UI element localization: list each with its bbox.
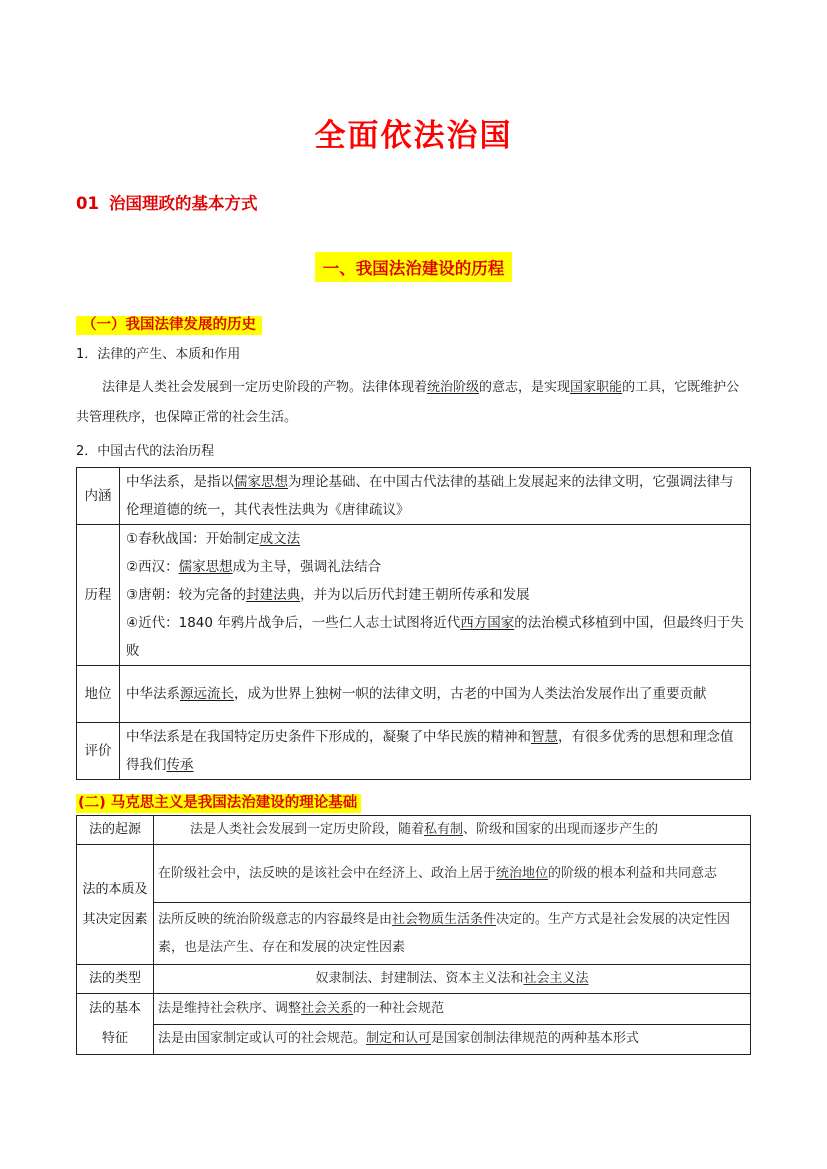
table-row [77, 994, 751, 1025]
subheading-marxism-wrap [76, 791, 361, 812]
page-title: 全面依法治国 [314, 118, 513, 154]
row-label: 评价 [77, 723, 120, 780]
cell-text: 成为主导，强调礼法结合 [232, 559, 382, 575]
cell-underline: 私有制 [424, 822, 464, 837]
cell-text: 的一种社会规范 [353, 1000, 445, 1016]
table-row [77, 666, 751, 723]
section-heading [76, 190, 257, 214]
section-title: 治国理政的基本方式 [108, 194, 258, 213]
row-label: 法的起源 [77, 816, 154, 845]
row-content [154, 845, 751, 903]
law-paragraph [76, 373, 751, 433]
row-label: 地位 [77, 666, 120, 723]
row-label: 法的本质及其决定因素 [77, 845, 154, 965]
history-line [126, 581, 744, 609]
cell-text: 为理论基础、在中国古代法律的基础上发展起来的法律文明，它强调法律与伦理道德的统一，其代表性法典为《唐律疏议》 [126, 474, 734, 518]
marxism-law-table [76, 815, 751, 1055]
cell-underline: 西方国家 [460, 615, 515, 631]
cell-text: 、阶级和国家的出现而逐步产生的 [463, 822, 659, 837]
history-line [126, 609, 744, 665]
ancient-law-table [76, 467, 751, 780]
row-content [154, 903, 751, 965]
table-row [77, 845, 751, 903]
cell-text: 决定的。生产方式是社会发展的决定性因素，也是法产生、存在和发展的决定性因素 [158, 911, 731, 955]
cell-underline: 制定和认可 [366, 1031, 432, 1047]
cell-underline: 社会主义法 [523, 971, 589, 986]
para-text: 的工具，它既维护公共管理秩序，也保障正常的社会生活。 [76, 380, 740, 425]
row-content [120, 723, 751, 780]
item-2-title: 2．中国古代的法治历程 [76, 444, 215, 459]
subheading-history: （一）我国法律发展的历史 [76, 316, 262, 335]
table-row [77, 965, 751, 994]
row-label: 内涵 [77, 468, 120, 525]
para-underline: 国家职能 [570, 380, 623, 395]
cell-underline: 封建法典 [246, 587, 301, 603]
item-1-title: 1．法律的产生、本质和作用 [76, 347, 241, 362]
cell-text: 中华法系 [126, 686, 180, 702]
row-content [154, 965, 751, 994]
cell-text: 奴隶制法、封建制法、资本主义法和 [315, 971, 524, 986]
cell-text: ②西汉： [126, 559, 179, 575]
cell-text: ①春秋战国：开始制定 [126, 531, 260, 547]
cell-text: ，并为以后历代封建王朝所传承和发展 [300, 587, 530, 603]
cell-text: 的阶级的根本利益和共同意志 [548, 865, 718, 881]
cell-text: 法所反映的统治阶级意志的内容最终是由 [158, 911, 393, 927]
row-content [120, 468, 751, 525]
row-label: 历程 [77, 525, 120, 666]
cell-text: 是国家创制法律规范的两种基本形式 [431, 1031, 640, 1047]
row-content [154, 1024, 751, 1055]
cell-text: 法是维持社会秩序、调整 [158, 1000, 302, 1016]
row-content [120, 525, 751, 666]
para-underline: 统治阶级 [427, 380, 480, 395]
row-content [154, 994, 751, 1025]
table-row [77, 816, 751, 845]
cell-text: 的法治模式移植到中国，但最终归于失败 [126, 615, 744, 659]
subheading-history-wrap [76, 313, 262, 334]
main-heading: 一、我国法治建设的历程 [315, 252, 513, 282]
cell-text: ④近代：1840 年鸦片战争后，一些仁人志士试图将近代 [126, 615, 461, 631]
subheading-marxism: (二) 马克思主义是我国法治建设的理论基础 [76, 794, 361, 813]
cell-underline: 儒家思想 [234, 474, 288, 490]
cell-underline: 社会物质生活条件 [392, 911, 497, 927]
cell-underline: 统治地位 [496, 865, 549, 881]
row-label: 法的基本特征 [77, 994, 154, 1055]
cell-text: ，有很多优秀的思想和理念值得我们 [126, 729, 734, 773]
history-line [126, 553, 744, 581]
cell-underline: 成文法 [259, 531, 301, 547]
para-text: 法律是人类社会发展到一定历史阶段的产物。法律体现着 [102, 380, 428, 395]
table-row [77, 468, 751, 525]
table-row [77, 723, 751, 780]
row-label: 法的类型 [77, 965, 154, 994]
cell-text: 中华法系，是指以 [126, 474, 234, 490]
cell-underline: 儒家思想 [178, 559, 233, 575]
cell-text: 在阶级社会中，法反映的是该社会中在经济上、政治上居于 [158, 865, 497, 881]
section-number: 01 [76, 194, 99, 213]
cell-underline: 源远流长 [180, 686, 234, 702]
cell-underline: 社会关系 [301, 1000, 354, 1016]
row-content [154, 816, 751, 845]
para-text: 的意志，是实现 [479, 380, 571, 395]
table-row [77, 525, 751, 666]
row-content [120, 666, 751, 723]
cell-text: 法是人类社会发展到一定历史阶段，随着 [190, 822, 425, 837]
cell-text: ，成为世界上独树一帜的法律文明，古老的中国为人类法治发展作出了重要贡献 [234, 686, 707, 702]
cell-text: ③唐朝：较为完备的 [126, 587, 247, 603]
cell-underline: 传承 [166, 757, 194, 773]
cell-underline: 智慧 [531, 729, 558, 745]
cell-text: 中华法系是在我国特定历史条件下形成的，凝聚了中华民族的精神和 [126, 729, 531, 745]
table-row [77, 903, 751, 965]
table-row [77, 1024, 751, 1055]
cell-text: 法是由国家制定或认可的社会规范。 [158, 1031, 367, 1047]
history-line [126, 525, 744, 553]
main-heading-wrap [0, 252, 827, 282]
